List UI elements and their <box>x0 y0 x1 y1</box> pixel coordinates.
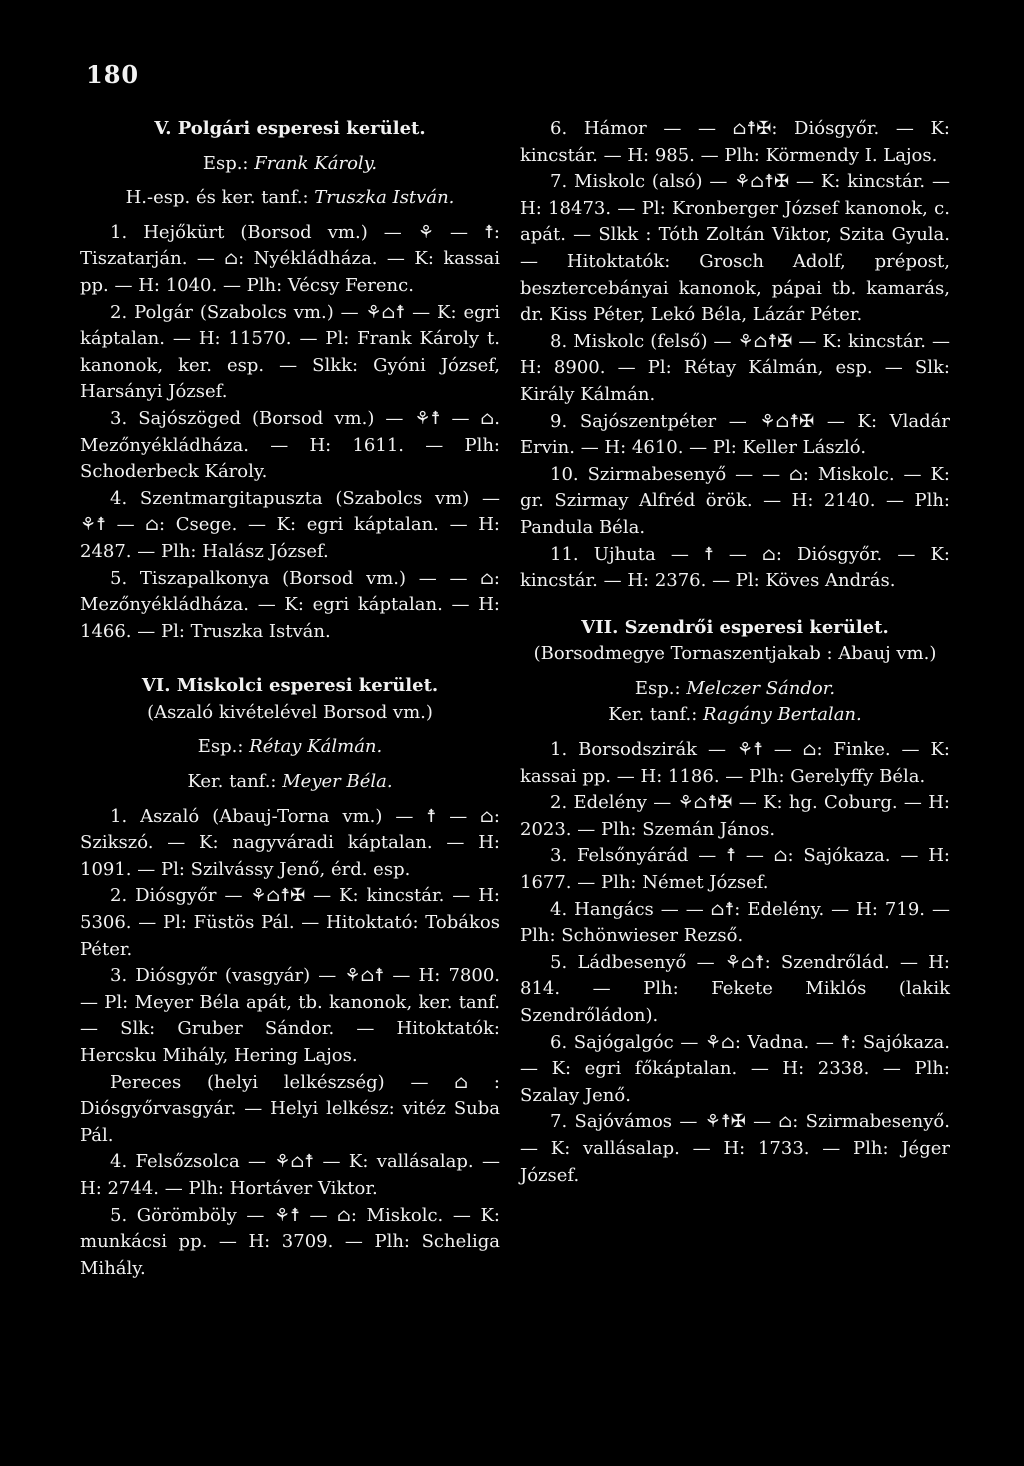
parish-entry: 1. Aszaló (Abauj-Torna vm.) — ☨ — ⌂: Szikszó. — K: nagyváradi káptalan. — H: 1091. — Pl: Szilvássy Jenő, érd. esp. <box>80 805 500 880</box>
section-title-vii: VII. Szendrői esperesi kerület. <box>581 616 889 638</box>
section-title-v: V. Polgári esperesi kerület. <box>154 118 426 139</box>
section-v-esp: Esp.: Frank Károly. <box>202 152 378 174</box>
section-v-hesp: H.-esp. és ker. tanf.: Truszka István. <box>125 187 455 209</box>
parish-entry: 7. Sajóvámos — ⚘☨✠ — ⌂: Szirmabesenyő. — K: vallásalap. — H: 1733. — Plh: Jéger József. <box>520 1111 950 1186</box>
section-vii-esp: Esp.: Melczer Sándor. <box>634 677 836 699</box>
left-column <box>80 116 500 1282</box>
parish-entry: 9. Sajószentpéter — ⚘⌂☨✠ — K: Vladár Ervin. — H: 4610. — Pl: Keller László. <box>520 410 950 459</box>
parish-entry: 5. Ládbesenyő — ⚘⌂☨: Szendrőlád. — H: 814. — Plh: Fekete Miklós (lakik Szendrőládon). <box>520 951 950 1026</box>
section-vii-subtitle: (Borsodmegye Tornaszentjakab : Abauj vm.) <box>533 643 937 665</box>
section-vi-subtitle: (Aszaló kivételével Borsod vm.) <box>147 701 433 723</box>
section-vi-esp: Esp.: Rétay Kálmán. <box>197 736 383 758</box>
parish-entry: 3. Felsőnyárád — ☨ — ⌂: Sajókaza. — H: 1677. — Plh: Német József. <box>520 845 950 894</box>
parish-entry: 4. Hangács — — ⌂☨: Edelény. — H: 719. — Plh: Schönwieser Rezső. <box>520 898 950 947</box>
page-number: 180 <box>86 60 140 89</box>
parish-entry: 2. Polgár (Szabolcs vm.) — ⚘⌂☨ — K: egri káptalan. — H: 11570. — Pl: Frank Károly t. kanonok, ker. esp. — Slkk: Gyóni József, Harsányi József. <box>80 301 500 403</box>
parish-entry: 3. Diósgyőr (vasgyár) — ⚘⌂☨ — H: 7800. — Pl: Meyer Béla apát, tb. kanonok, ker. tanf. — Slk: Gruber Sándor. — Hitoktatók: Hercsku Mihály, Hering Lajos. <box>80 965 500 1066</box>
parish-entry: 1. Hejőkürt (Borsod vm.) — ⚘ — ☨: Tiszatarján. — ⌂: Nyékládháza. — K: kassai pp. — H: 1040. — Plh: Vécsy Ferenc. <box>80 221 500 296</box>
right-column <box>520 116 950 1189</box>
parish-entry: 8. Miskolc (felső) — ⚘⌂☨✠ — K: kincstár. — H: 8900. — Pl: Rétay Kálmán, esp. — Slk: Király Kálmán. <box>520 330 950 405</box>
parish-entry: 11. Ujhuta — ☨ — ⌂: Diósgyőr. — K: kincstár. — H: 2376. — Pl: Köves András. <box>520 543 950 592</box>
parish-entry: 6. Hámor — — ⌂☨✠: Diósgyőr. — K: kincstár. — H: 985. — Plh: Körmendy I. Lajos. <box>520 118 950 166</box>
parish-entry: 2. Diósgyőr — ⚘⌂☨✠ — K: kincstár. — H: 5306. — Pl: Füstös Pál. — Hitoktató: Tobákos Péter. <box>80 885 500 960</box>
parish-entry: 2. Edelény — ⚘⌂☨✠ — K: hg. Coburg. — H: 2023. — Plh: Szemán János. <box>520 792 950 840</box>
parish-entry: 5. Görömböly — ⚘☨ — ⌂: Miskolc. — K: munkácsi pp. — H: 3709. — Plh: Scheliga Mihály. <box>80 1204 500 1279</box>
section-title-vi: VI. Miskolci esperesi kerület. <box>141 675 439 697</box>
parish-entry: 10. Szirmabesenyő — — ⌂: Miskolc. — K: gr. Szirmay Alfréd örök. — H: 2140. — Plh: Pandula Béla. <box>520 463 950 538</box>
parish-entry: 7. Miskolc (alsó) — ⚘⌂☨✠ — K: kincstár. — H: 18473. — Pl: Kronberger József kanonok, c. apát. — Slkk : Tóth Zoltán Viktor, Szita Gyula. — Hitoktatók: Grosch Adolf, prépost, besztercebányai kanonok, pápai tb. kamarás, dr. Kiss Péter, Lekó Béla, Lázár Péter. <box>520 171 950 326</box>
parish-entry: 3. Sajószöged (Borsod vm.) — ⚘☨ — ⌂. Mezőnyékládháza. — H: 1611. — Plh: Schoderbeck Károly. <box>80 407 500 483</box>
section-vii-ker: Ker. tanf.: Ragány Bertalan. <box>608 704 862 726</box>
parish-entry: Pereces (helyi lelkészség) — ⌂ : Diósgyőrvasgyár. — Helyi lelkész: vitéz Suba Pál. <box>80 1071 500 1146</box>
parish-entry: 1. Borsodszirák — ⚘☨ — ⌂: Finke. — K: kassai pp. — H: 1186. — Plh: Gerelyffy Béla. <box>520 739 950 787</box>
section-vi-ker: Ker. tanf.: Meyer Béla. <box>187 771 393 793</box>
parish-entry: 4. Szentmargitapuszta (Szabolcs vm) — ⚘☨ — ⌂: Csege. — K: egri káptalan. — H: 2487. — Plh: Halász József. <box>80 487 500 562</box>
parish-entry: 4. Felsőzsolca — ⚘⌂☨ — K: vallásalap. — H: 2744. — Plh: Hortáver Viktor. <box>80 1151 500 1199</box>
parish-entry: 6. Sajógalgóc — ⚘⌂: Vadna. — ☨: Sajókaza. — K: egri főkáptalan. — H: 2338. — Plh: Szalay Jenő. <box>520 1031 950 1106</box>
parish-entry: 5. Tiszapalkonya (Borsod vm.) — — ⌂: Mezőnyékládháza. — K: egri káptalan. — H: 1466. — Pl: Truszka István. <box>80 567 500 642</box>
